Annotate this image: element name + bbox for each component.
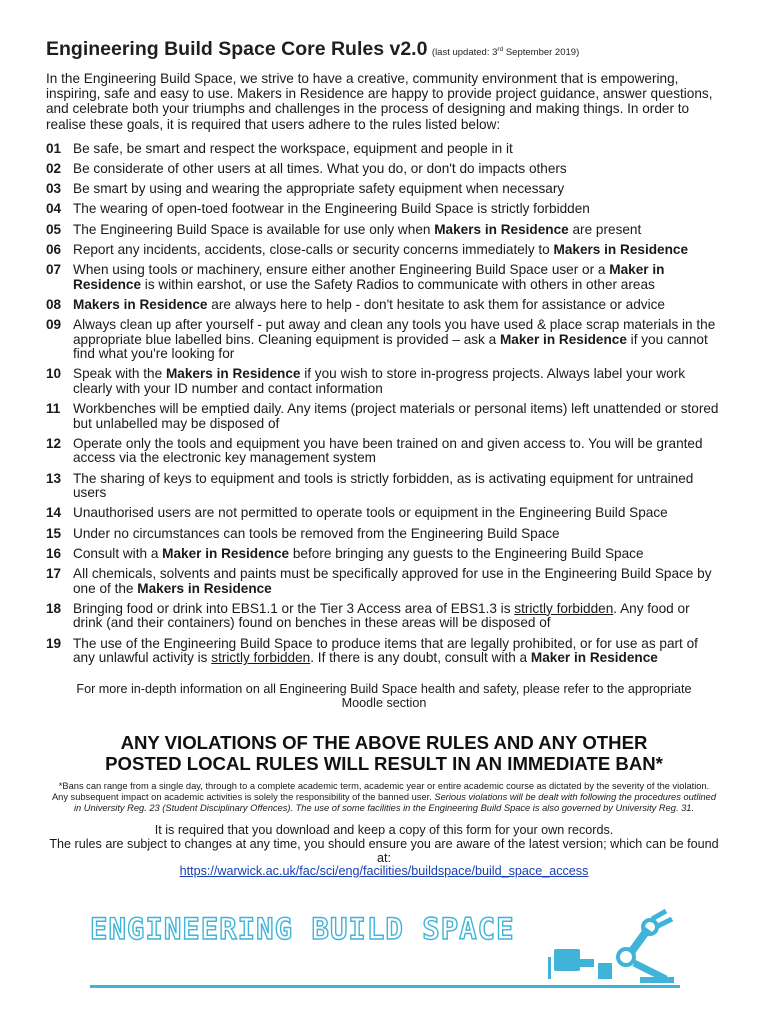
rule-text — [73, 527, 722, 542]
rule-number: 08 — [46, 296, 62, 312]
rule-text — [73, 142, 722, 157]
rule-text-segment: Workbenches will be emptied daily. Any items (project materials or personal items) left unattended or stored but unlabelled may be disposed of — [73, 401, 719, 431]
rule-text-segment: Under no circumstances can tools be removed from the Engineering Build Space — [73, 525, 560, 541]
rule-emphasis: Makers in Residence — [137, 580, 272, 596]
rule-text — [73, 162, 722, 177]
rule-text — [73, 602, 722, 631]
rule-item — [46, 243, 722, 258]
rule-number: 14 — [46, 505, 62, 521]
rule-text — [73, 637, 722, 666]
last-updated-sup: rd — [497, 45, 504, 53]
rule-underline: strictly forbidden — [514, 600, 614, 616]
rule-text — [73, 223, 722, 238]
rule-number: 10 — [46, 366, 62, 382]
rule-item — [46, 298, 722, 313]
rule-number: 09 — [46, 316, 62, 332]
banner-logo-text: ENGINEERING BUILD SPACE — [90, 912, 515, 946]
rule-emphasis: Makers in Residence — [553, 241, 689, 257]
records-line-2: The rules are subject to changes at any time, you should ensure you are aware of the latest version; which can be found at: — [49, 836, 719, 865]
ban-warning-line-2: POSTED LOCAL RULES WILL RESULT IN AN IMMEDIATE BAN* — [105, 752, 663, 774]
rule-text-segment: Be smart by using and wearing the appropriate safety equipment when necessary — [73, 181, 565, 197]
rule-emphasis: Maker in Residence — [499, 331, 627, 347]
rule-item — [46, 263, 722, 292]
rule-text — [73, 437, 722, 466]
rule-text — [73, 202, 722, 217]
rule-text-segment: are always here to help - don't hesitate to ask them for assistance or advice — [207, 296, 665, 312]
rule-number: 03 — [46, 181, 62, 197]
rule-item — [46, 142, 722, 157]
rules-list — [46, 142, 722, 666]
ban-footnote-italic: Serious violations will be dealt with following the procedures outlined in University Reg. 23 (Student Disciplinary Offences). The use of some facilities in the Engineering Build Space is also governed by University Reg. 31. — [73, 791, 717, 814]
rule-text — [73, 367, 722, 396]
engineering-build-space-banner — [90, 908, 680, 988]
rule-number: 01 — [46, 140, 62, 156]
rule-number: 18 — [46, 600, 62, 616]
rule-item — [46, 472, 722, 501]
rule-item — [46, 223, 722, 238]
ban-footnote-text: *Bans can range from a single day, through to a complete academic term, academic year or entire academic course as dictated by the severity of the violation. Any subsequent impact on academic activities is solely the responsibility of the banned user. — [51, 780, 710, 802]
rule-text-segment: Be considerate of other users at all times. What you do, or don't do impacts others — [73, 161, 567, 176]
rule-text — [73, 567, 722, 596]
rule-text-segment: is within earshot, or use the Safety Radios to communicate with others in other areas — [141, 276, 655, 292]
rule-number: 05 — [46, 221, 62, 237]
rule-emphasis: Maker in Residence — [530, 650, 658, 666]
rule-number: 13 — [46, 470, 62, 486]
rule-item — [46, 602, 722, 631]
rule-item — [46, 182, 722, 197]
rule-text — [73, 547, 722, 562]
rule-text-segment: Operate only the tools and equipment you have been trained on and given access to. You will be granted access via the electronic key management system — [73, 435, 703, 466]
rule-number: 17 — [46, 565, 62, 581]
more-info-text: For more in-depth information on all Engineering Build Space health and safety, please refer to the appropriate Moodle section — [76, 681, 692, 710]
records-line-1: It is required that you download and keep a copy of this form for your own records. — [154, 823, 614, 838]
rule-item — [46, 527, 722, 542]
rule-text — [73, 318, 722, 362]
rule-emphasis: Makers in Residence — [434, 221, 569, 237]
rule-text-segment: The Engineering Build Space is available for use only when — [73, 221, 435, 237]
rule-text-segment: When using tools or machinery, ensure either another Engineering Build Space user or a — [73, 261, 610, 277]
rule-emphasis: Maker in Residence — [73, 261, 665, 292]
rule-text-segment: . Any food or drink (and their containers) found on benches in these areas will be disposed of — [73, 600, 690, 631]
rule-emphasis: Makers in Residence — [165, 366, 301, 382]
rule-number: 12 — [46, 435, 62, 451]
rule-text-segment: Speak with the — [73, 366, 166, 382]
robot-arm-icon — [540, 907, 680, 985]
rule-text-segment: Always clean up after yourself - put away and clean any tools you have used & place scrap materials in the appropriate blue labelled bins. Cleaning equipment is provided – ask a — [73, 316, 716, 347]
banner-underline — [90, 985, 680, 988]
rule-text-segment: Report any incidents, accidents, close-calls or security concerns immediately to — [73, 241, 554, 257]
rule-item — [46, 547, 722, 562]
rule-text — [73, 182, 722, 197]
rule-number: 19 — [46, 635, 62, 651]
ban-warning-line-1: ANY VIOLATIONS OF THE ABOVE RULES AND ANY OTHER — [120, 731, 648, 753]
rule-number: 06 — [46, 241, 62, 257]
rule-item — [46, 318, 722, 362]
rule-text — [73, 402, 722, 431]
page-title: Engineering Build Space Core Rules v2.0 — [46, 38, 428, 60]
rule-text-segment: if you wish to store in-progress projects. Always label your work clearly with your ID number and contact information — [73, 366, 686, 396]
rule-item — [46, 567, 722, 596]
rule-item — [46, 437, 722, 466]
rule-item — [46, 637, 722, 666]
rule-text-segment: Consult with a — [73, 545, 163, 561]
last-updated-note — [432, 47, 579, 58]
rule-text-segment: if you cannot find what you're looking for — [73, 331, 708, 362]
rule-number: 16 — [46, 545, 62, 561]
rule-number: 07 — [46, 261, 62, 277]
document-page — [46, 38, 722, 879]
ban-warning — [46, 732, 722, 774]
rule-text — [73, 506, 722, 521]
rule-text-segment: are present — [568, 221, 642, 237]
rule-item — [46, 506, 722, 521]
rule-item — [46, 367, 722, 396]
rule-text-segment: The wearing of open-toed footwear in the Engineering Build Space is strictly forbidden — [73, 201, 590, 217]
last-updated-suffix: September 2019) — [503, 47, 580, 58]
rule-text — [73, 472, 722, 501]
rule-number: 15 — [46, 525, 62, 541]
rule-text — [73, 243, 722, 258]
rule-item — [46, 202, 722, 217]
rule-underline: strictly forbidden — [211, 650, 311, 666]
rule-text — [73, 263, 722, 292]
rule-emphasis: Makers in Residence — [73, 296, 208, 312]
rule-text-segment: All chemicals, solvents and paints must be specifically approved for use in the Engineering Build Space by one of the — [73, 565, 712, 596]
rule-text-segment: The sharing of keys to equipment and tools is strictly forbidden, as is activating equipment for untrained users — [73, 470, 694, 501]
build-space-access-link[interactable]: https://warwick.ac.uk/fac/sci/eng/facilities/buildspace/build_space_access — [179, 864, 589, 879]
rule-emphasis: Maker in Residence — [162, 545, 290, 561]
title-row — [46, 38, 722, 61]
rule-text-segment: before bringing any guests to the Engineering Build Space — [289, 545, 644, 561]
rule-text-segment: Be safe, be smart and respect the workspace, equipment and people in it — [73, 140, 513, 156]
rule-text-segment: Unauthorised users are not permitted to operate tools or equipment in the Engineering Build Space — [73, 505, 668, 521]
rule-number: 04 — [46, 201, 62, 217]
rule-text-segment: The use of the Engineering Build Space to produce items that are legally prohibited, or for use as part of any unlawful activity is — [73, 635, 698, 666]
rule-item — [46, 402, 722, 431]
rule-number: 02 — [46, 161, 62, 176]
intro-paragraph: In the Engineering Build Space, we strive to have a creative, community environment that is empowering, inspiring, safe and easy to use. Makers in Residence are happy to provide project guidance, answer questions, and celebrate both your triumphs and challenges in the process of designing and making things. In order to realise these goals, it is required that users adhere to the rules listed below: — [46, 71, 713, 132]
rule-number: 11 — [46, 401, 61, 417]
rule-text-segment: Bringing food or drink into EBS1.1 or the Tier 3 Access area of EBS1.3 is — [73, 600, 515, 616]
last-updated-prefix: (last updated: 3 — [431, 47, 498, 58]
ban-footnote — [46, 781, 722, 815]
rule-item — [46, 162, 722, 177]
rule-text-segment: . If there is any doubt, consult with a — [310, 650, 531, 666]
records-notice — [46, 824, 722, 878]
rule-text — [73, 298, 722, 313]
